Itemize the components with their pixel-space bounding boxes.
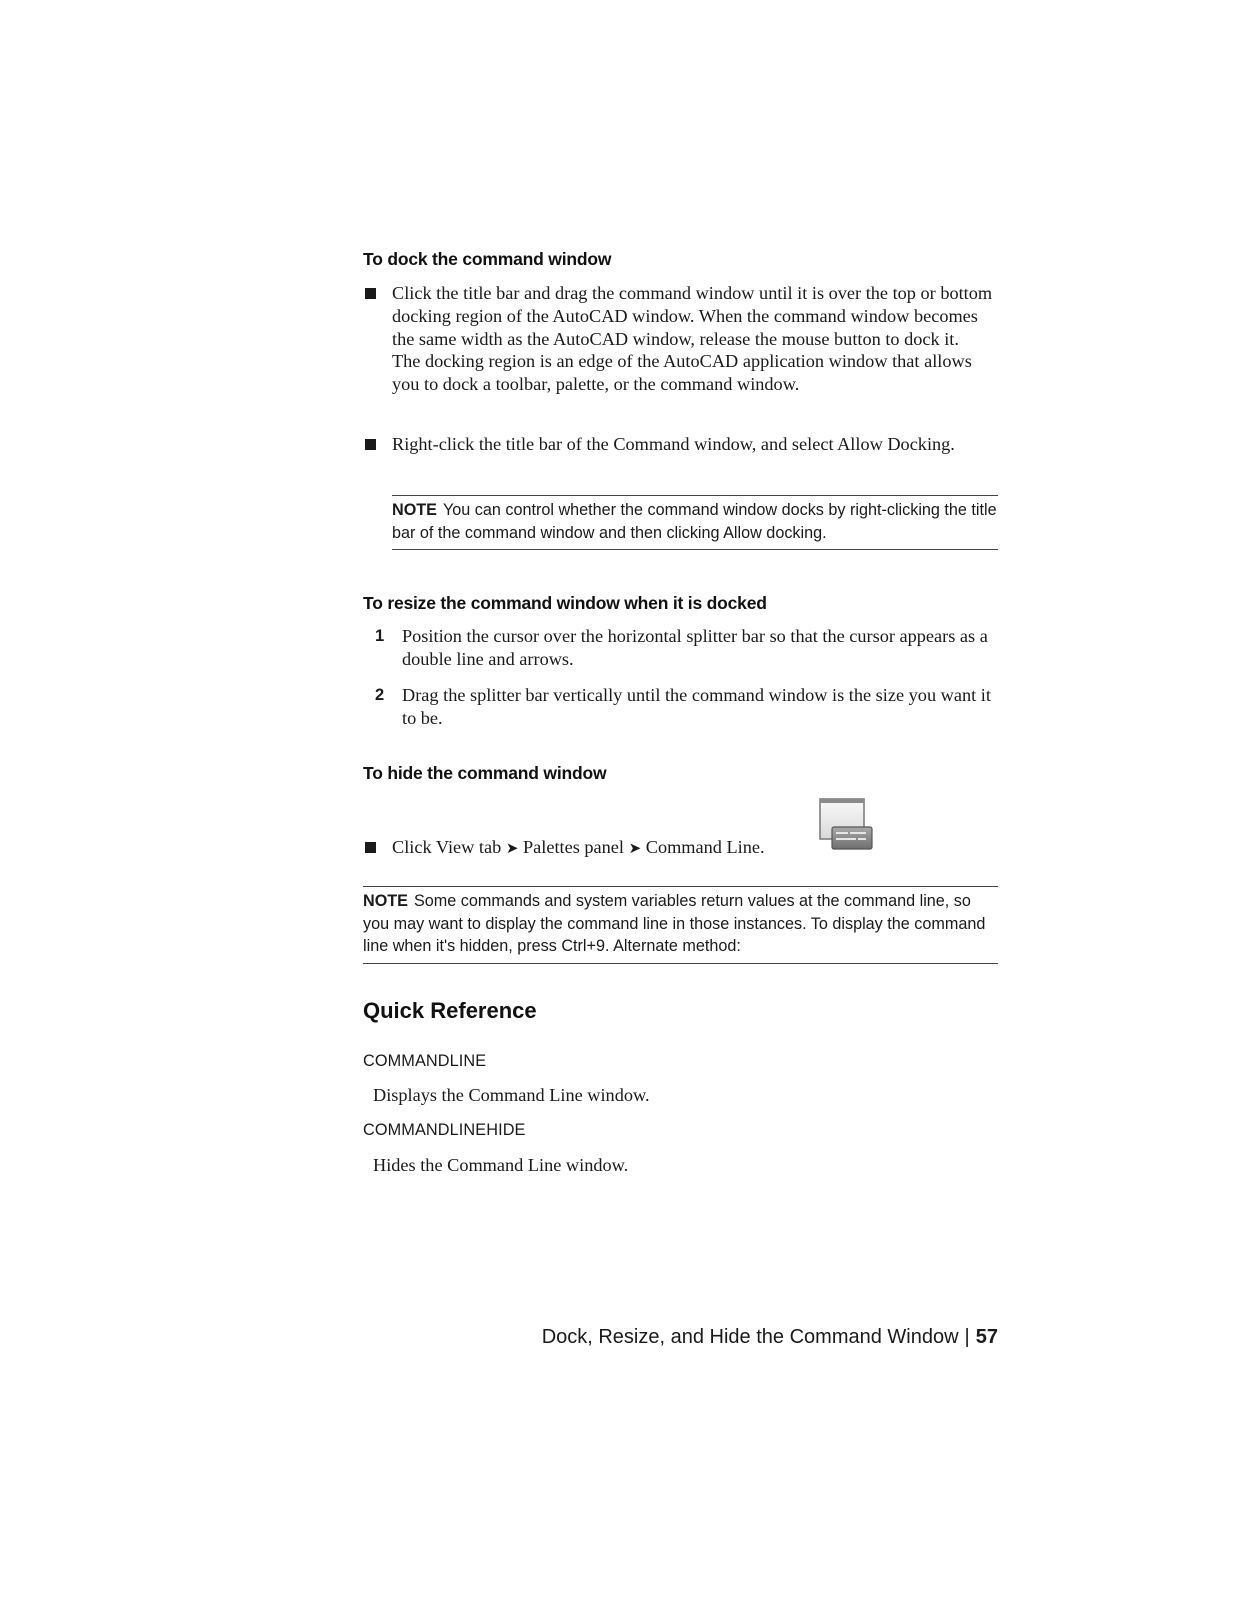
bullet-square-icon [365, 439, 376, 450]
hide-heading: To hide the command window [363, 763, 607, 783]
command-line-window-icon [818, 797, 874, 851]
resize-heading: To resize the command window when it is docked [363, 593, 767, 613]
bullet-square-icon [365, 842, 376, 853]
page-number: 57 [975, 1326, 998, 1348]
hide-bullet-text [392, 836, 998, 860]
ribbon-path-view-tab: Click View tab [392, 837, 502, 857]
note-label: NOTE [363, 892, 408, 910]
note-text: Some commands and system variables return values at the command line, so you may want to display the command line in those instances. To display the command line when it's hidden, press Ctrl+9. Alternate method: [363, 892, 986, 956]
step-number: 2 [375, 686, 385, 704]
footer-separator: | [964, 1326, 970, 1348]
bullet-square-icon [365, 288, 376, 299]
dock-bullet-1-para-2: The docking region is an edge of the AutoCAD application window that allows you to dock a toolbar, palette, or the command window. [392, 351, 972, 395]
dock-bullet-1-para-1: Click the title bar and drag the command window until it is over the top or bottom docking region of the AutoCAD window. When the command window becomes the same width as the AutoCAD window, release the mouse button to dock it. [392, 283, 993, 349]
dock-bullet-2-text: Right-click the title bar of the Command window, and select Allow Docking. [392, 434, 955, 454]
step-text: Drag the splitter bar vertically until the command window is the size you want it to be. [402, 685, 991, 728]
note-text: You can control whether the command window docks by right-clicking the title bar of the command window and then clicking Allow docking. [392, 501, 997, 542]
path-arrow-icon: ➤ [505, 839, 519, 857]
reference-command: COMMANDLINEHIDE [363, 1121, 526, 1139]
reference-description: Hides the Command Line window. [373, 1155, 629, 1175]
footer-title: Dock, Resize, and Hide the Command Window [541, 1326, 959, 1348]
dock-note [392, 495, 998, 550]
reference-command: COMMANDLINE [363, 1052, 487, 1070]
step-number: 1 [375, 627, 385, 645]
note-label: NOTE [392, 501, 437, 519]
dock-bullet-1-text [392, 282, 998, 396]
hide-note [363, 886, 998, 964]
dock-heading: To dock the command window [363, 249, 612, 269]
reference-description: Displays the Command Line window. [373, 1085, 650, 1105]
ribbon-path-command-line: Command Line. [645, 837, 765, 857]
page-footer [542, 1326, 998, 1349]
quick-reference-title: Quick Reference [363, 998, 537, 1023]
ribbon-path-palettes-panel: Palettes panel [522, 837, 625, 857]
step-text: Position the cursor over the horizontal splitter bar so that the cursor appears as a double line and arrows. [402, 626, 988, 669]
path-arrow-icon: ➤ [628, 839, 642, 857]
